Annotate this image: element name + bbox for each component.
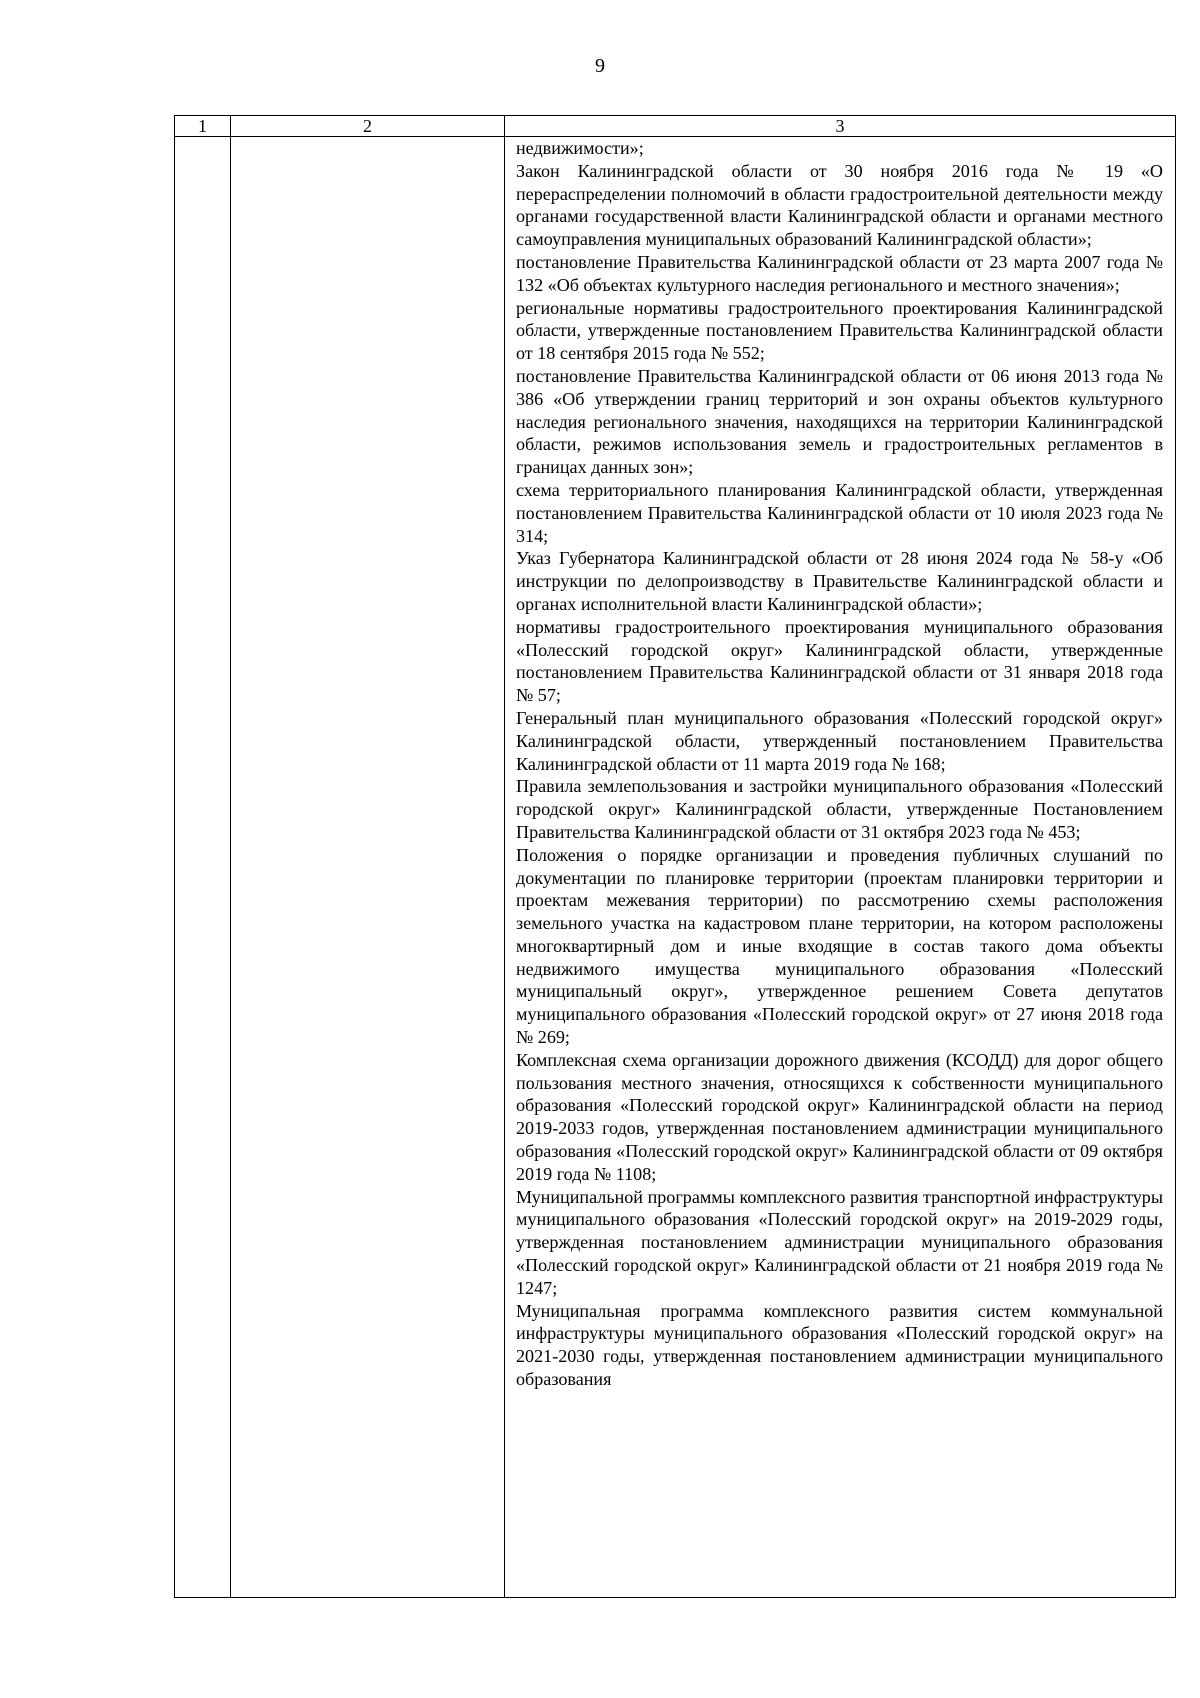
document-entry: постановление Правительства Калининградской области от 06 июня 2013 года № 386 «Об утверждении границ территорий и зон охраны объектов культурного наследия регионального значения, находящихся на территории Калининградской области, режимов использования земель и градостроительных регламентов в границах данных зон»; <box>516 365 1163 478</box>
legal-basis-table <box>174 115 1176 1598</box>
document-entry: нормативы градостроительного проектирования муниципального образования «Полесский городской округ» Калининградской области, утвержденные постановлением Правительства Калининградской области от 31 января 2018 года № 57; <box>516 616 1163 706</box>
column-header-1: 1 <box>175 116 231 137</box>
document-entry: Указ Губернатора Калининградской области от 28 июня 2024 года № 58-у «Об инструкции по делопроизводству в Правительстве Калининградской области и органах исполнительной власти Калининградской области»; <box>516 548 1163 614</box>
document-entry: Правила землепользования и застройки муниципального образования «Полесский городской округ» Калининградской области, утвержденные Постановлением Правительства Калининградской области от 31 октября 2023 года № 453; <box>516 776 1163 842</box>
document-entry: недвижимости»; <box>516 138 644 158</box>
document-entry: региональные нормативы градостроительного проектирования Калининградской области, утвержденные постановлением Правительства Калининградской области от 18 сентября 2015 года № 552; <box>516 297 1163 364</box>
column-1-cell <box>175 137 231 1598</box>
document-entry: Муниципальной программы комплексного развития транспортной инфраструктуры муниципального образования «Полесский городской округ» на 2019-2029 годы, утвержденная постановлением администрации муниципального образования «Полесский городской округ» Калининградской области от 21 ноября 2019 года № 1247; <box>516 1186 1163 1298</box>
document-entry: Комплексная схема организации дорожного движения (КСОДД) для дорог общего пользования местного значения, относящихся к собственности муниципального образования «Полесский городской округ» Калининградской области на период 2019-2033 годов, утвержденная постановлением администрации муниципального образования «Полесский городской округ» Калининградской области от 09 октября 2019 года № 1108; <box>516 1049 1163 1184</box>
document-entry: Положения о порядке организации и проведения публичных слушаний по документации по планировке территории (проектам планировки территории и проектам межевания территории) по рассмотрению схемы расположения земельного участка на кадастровом плане территории, на котором расположены многоквартирный дом и иные входящие в состав такого дома объекты недвижимого имущества муниципального образования «Полесский муниципальный округ», утвержденное решением Совета депутатов муниципального образования «Полесский городской округ» от 27 июня 2018 года № 269; <box>516 844 1163 1048</box>
column-header-2: 2 <box>231 116 505 137</box>
document-entry: Закон Калининградской области от 30 ноября 2016 года № 19 «О перераспределении полномочий в области градостроительной деятельности между органами государственной власти Калининградской области и органами местного самоуправления муниципальных образований Калининградской области»; <box>516 160 1163 250</box>
table-header-row <box>175 116 1176 137</box>
column-header-3: 3 <box>505 116 1176 137</box>
document-entry: Генеральный план муниципального образования «Полесский городской округ» Калининградской области, утвержденный постановлением Правительства Калининградской области от 11 марта 2019 года № 168; <box>516 707 1163 774</box>
column-3-cell <box>505 137 1176 1598</box>
document-entry: схема территориального планирования Калининградской области, утвержденная постановлением Правительства Калининградской области от 10 июля 2023 года № 314; <box>516 479 1163 546</box>
document-entry: Муниципальная программа комплексного развития систем коммунальной инфраструктуры муниципального образования «Полесский городской округ» на 2021-2030 годы, утвержденная постановлением администрации муниципального образования <box>516 1300 1163 1390</box>
document-entry: постановление Правительства Калининградской области от 23 марта 2007 года № 132 «Об объектах культурного наследия регионального и местного значения»; <box>516 251 1163 295</box>
page-number: 9 <box>595 55 605 77</box>
column-2-cell <box>231 137 505 1598</box>
table-row <box>175 137 1176 1598</box>
